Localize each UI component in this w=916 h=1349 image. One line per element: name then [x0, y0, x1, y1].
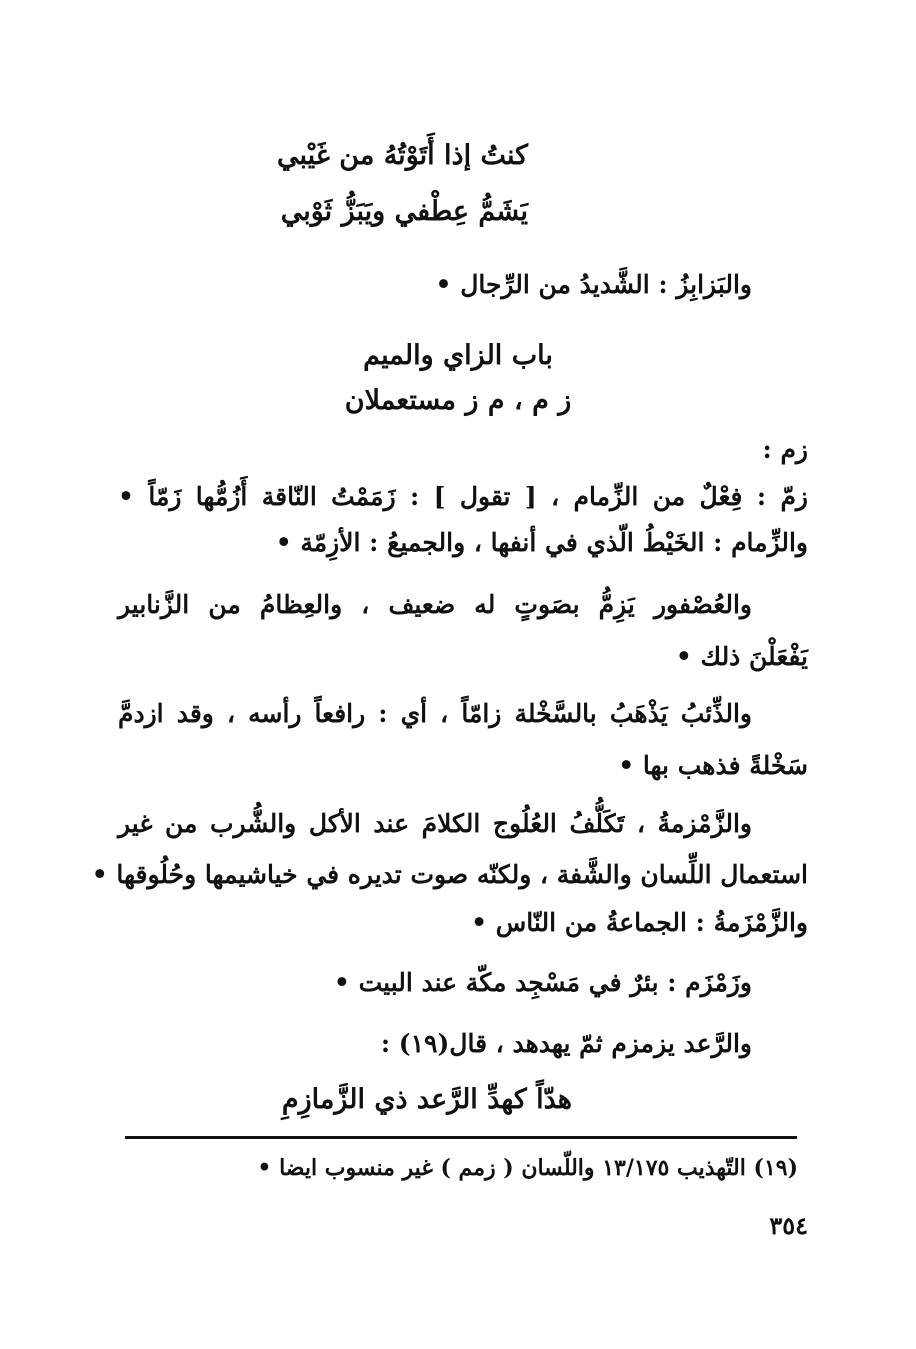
paragraph-line: زمّ : فِعْلٌ من الزِّمام ، [ تقول ] : زَمَمْتُ النّاقة أَزُمُّها زَمّاً • — [118, 482, 808, 511]
paragraph-line: والرَّعد يزمزم ثمّ يهدهد ، قال(١٩) : — [380, 1029, 752, 1058]
entry-head: زم : — [762, 435, 808, 464]
paragraph-line: والذِّئبُ يَذْهَبُ بالسَّخْلة زامّاً ، أي : رافعاً رأسه ، وقد ازدمَّ — [118, 699, 752, 728]
paragraph-line: والزَّمْزَمةُ : الجماعةُ من النّاس • — [471, 908, 808, 937]
paragraph-line: سَخْلةً فذهب بها • — [618, 751, 808, 780]
page-number: ٣٥٤ — [769, 1211, 808, 1240]
paragraph-line: وزَمْزَم : بئرٌ في مَسْجِد مكّة عند البيت • — [333, 968, 752, 997]
section-title: باب الزاي والميم — [363, 340, 553, 371]
paragraph-line: استعمال اللِّسان والشَّفة ، ولكنّه صوت تديره في خياشيمها وحُلُوقها • — [91, 860, 808, 889]
verse-quote: هدّاً كهدِّ الرَّعد ذي الزَّمازِمِ — [281, 1084, 572, 1115]
paragraph-line: والعُصْفور يَزِمُّ بصَوتٍ له ضعيف ، والعِظامُ من الزَّنابير — [118, 590, 752, 619]
footnote: (١٩) التّهذيب ١٣/١٧٥ واللّسان ( زمم ) غير منسوب ايضا • — [257, 1155, 798, 1181]
verse-line-2: يَشَمُّ عِطْفي ويَبَزُّ ثَوْبي — [280, 196, 528, 227]
paragraph-line: والزِّمام : الخَيْطُ الّذي في أنفها ، والجميعُ : الأزِمّة • — [275, 528, 808, 557]
section-subtitle: ز م ، م ز مستعملان — [344, 385, 572, 416]
paragraph-line: والزَّمْزمةُ ، تَكَلُّفُ العُلُوج الكلامَ عند الأكل والشُّرب من غير — [118, 809, 752, 838]
footnote-divider — [125, 1136, 797, 1139]
intro-line: والبَزابِزُ : الشَّديدُ من الرِّجال • — [435, 270, 752, 299]
verse-line-1: كنتُ إذا أَتَوْتُهُ من غَيْبي — [276, 140, 528, 171]
paragraph-line: يَفْعَلْنَ ذلك • — [675, 642, 808, 671]
